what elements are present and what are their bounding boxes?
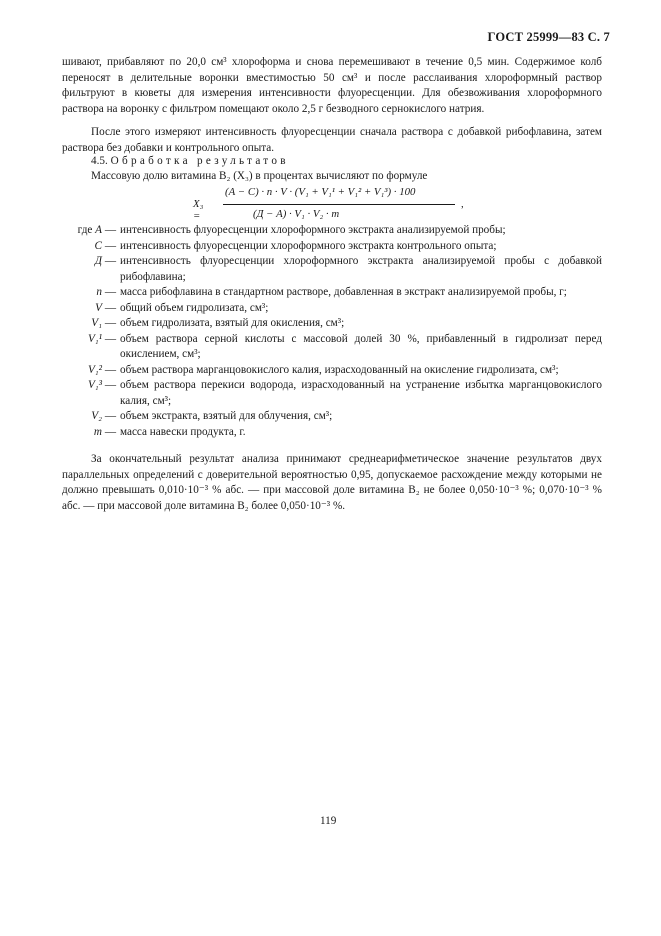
variable-symbol: V₂ — bbox=[91, 410, 116, 422]
variable-symbol-text: А bbox=[95, 224, 103, 236]
variable-row bbox=[62, 332, 602, 363]
variable-prefix: где bbox=[77, 224, 96, 236]
variable-symbol: n — bbox=[96, 286, 116, 298]
formula-intro: Массовую долю витамина B₂ (X₃) в процентах вычисляют по формуле bbox=[91, 170, 428, 182]
variable-description: объем раствора серной кислоты с массовой долей 30 %, прибавленный в гидролизат перед окислением, см³; bbox=[120, 332, 602, 360]
variable-row bbox=[62, 378, 602, 409]
variable-description: объем раствора перекиси водорода, израсходованный на устранение избытка марганцовокислого калия, см³; bbox=[120, 379, 602, 407]
variable-symbol-text: V₁² bbox=[87, 363, 103, 376]
variable-row bbox=[62, 316, 602, 332]
variable-row bbox=[62, 425, 602, 441]
formula-lhs: X₃ = bbox=[193, 198, 204, 222]
variable-description: интенсивность флуоресценции хлороформного экстракта анализируемой пробы с добавкой рибофлавина; bbox=[120, 255, 602, 283]
variable-symbol: V₁¹ — bbox=[87, 332, 116, 345]
page-number: 119 bbox=[320, 815, 337, 827]
variable-symbol: V₁² — bbox=[87, 363, 116, 376]
variable-description: общий объем гидролизата, см³; bbox=[120, 301, 269, 314]
variable-description: объем экстракта, взятый для облучения, см³; bbox=[120, 410, 333, 422]
variable-row bbox=[62, 285, 602, 301]
variable-symbol-text: V₁ bbox=[91, 317, 103, 329]
variable-symbol: m — bbox=[93, 425, 116, 438]
variable-symbol: где А — bbox=[77, 224, 116, 236]
paragraph-3: За окончательный результат анализа принимают среднеарифметическое значение результатов двух параллельных определений с доверительной вероятностью 0,95, допускаемое расхождение между которыми не должно превышать 0,010·10⁻³ % абс. — при массовой доле витамина B₂ не более 0,050·10⁻³ %; 0,070·10⁻³ % абс. — при массовой доле витамина B₂ более 0,050·10⁻³ %. bbox=[62, 453, 602, 512]
variable-symbol-text: V₁¹ bbox=[87, 332, 103, 345]
variable-symbol-text: С bbox=[94, 239, 103, 252]
variable-symbol: Д — bbox=[94, 255, 116, 267]
section-heading bbox=[91, 155, 289, 167]
variable-symbol-text: Д bbox=[94, 255, 103, 267]
variable-list bbox=[62, 223, 602, 440]
variable-symbol-text: V₂ bbox=[91, 410, 103, 422]
variable-row bbox=[62, 409, 602, 425]
variable-description: объем раствора марганцовокислого калия, израсходованный на окисление гидролизата, см³; bbox=[120, 363, 559, 376]
variable-row bbox=[62, 363, 602, 379]
variable-description: интенсивность флуоресценции хлороформного экстракта контрольного опыта; bbox=[120, 239, 497, 252]
variable-row bbox=[62, 301, 602, 317]
paragraph-1: шивают, прибавляют по 20,0 см³ хлороформа и снова перемешивают в течение 0,5 мин. Содержимое колб переносят в делительные воронки вместимостью 50 см³ и после расслаивания хлороформный раствор фильтруют в кюветы для измерения интенсивности флуоресценции. Для обезвоживания хлороформного раствора на воронку с фильтром помещают около 2,5 г безводного сернокислого натрия. bbox=[62, 56, 602, 115]
variable-symbol: С — bbox=[94, 239, 116, 252]
variable-description: интенсивность флуоресценции хлороформного экстракта анализируемой пробы; bbox=[120, 224, 506, 236]
variable-symbol-text: V₁³ bbox=[87, 379, 103, 391]
section-title: Обработка результатов bbox=[110, 155, 289, 167]
variable-description: масса рибофлавина в стандартном растворе, добавленная в экстракт анализируемой пробы, г; bbox=[120, 286, 567, 298]
formula-denominator: (Д − А) · V₁ · V₂ · m bbox=[253, 208, 340, 220]
variable-row bbox=[62, 239, 602, 255]
variable-symbol: V — bbox=[95, 301, 116, 314]
variable-description: объем гидролизата, взятый для окисления, см³; bbox=[120, 317, 345, 329]
variable-symbol-text: m bbox=[93, 425, 103, 438]
variable-symbol-text: V bbox=[95, 301, 103, 314]
fraction-bar bbox=[223, 204, 455, 205]
section-number: 4.5. bbox=[91, 155, 108, 167]
variable-symbol: V₁ — bbox=[91, 317, 116, 329]
paragraph-2: После этого измеряют интенсивность флуоресценции сначала раствора с добавкой рибофлавина, затем раствора без добавки и контрольного опыта. bbox=[62, 126, 602, 154]
variable-row bbox=[62, 223, 602, 239]
variable-symbol-text: n bbox=[96, 286, 103, 298]
variable-description: масса навески продукта, г. bbox=[120, 425, 246, 438]
formula-numerator: (А − С) · n · V · (V₁ + V₁¹ + V₁² + V₁³) · 100 bbox=[225, 186, 416, 198]
variable-row bbox=[62, 254, 602, 285]
variable-symbol: V₁³ — bbox=[87, 379, 116, 391]
page-header: ГОСТ 25999—83 С. 7 bbox=[487, 30, 610, 44]
formula-comma: , bbox=[461, 198, 464, 210]
